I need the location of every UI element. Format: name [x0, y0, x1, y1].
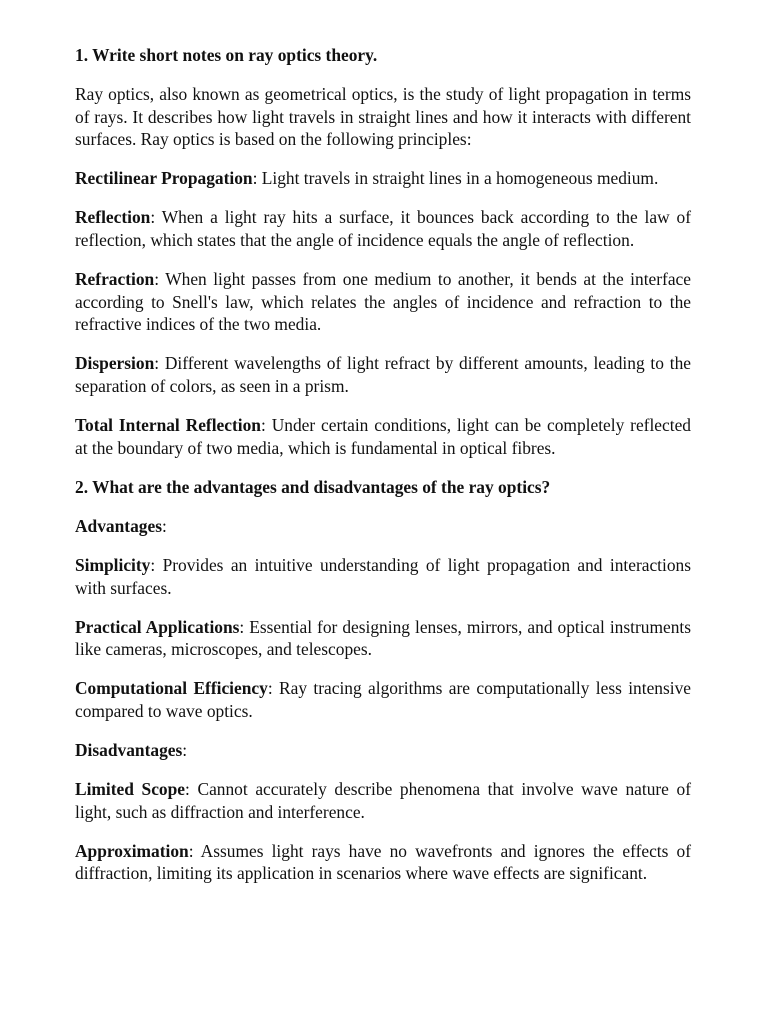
question-1-heading: 1. Write short notes on ray optics theory.	[75, 45, 378, 65]
principle-term: Reflection	[75, 207, 151, 228]
principle-term: Dispersion	[75, 353, 155, 374]
principle-term: Refraction	[75, 269, 155, 290]
question-2-heading: 2. What are the advantages and disadvantages of the ray optics?	[75, 476, 551, 497]
advantage-computational-efficiency	[75, 677, 691, 722]
advantage-term: Practical Applications	[75, 616, 240, 637]
document-page	[75, 44, 691, 902]
principle-description: : Under certain conditions, light can be completely reflected at the boundary of two media, which is fundamental in optical fibres.	[75, 415, 691, 458]
advantages-label: Advantages	[75, 515, 162, 536]
advantage-practical-applications	[75, 616, 691, 661]
disadvantages-label: Disadvantages	[75, 740, 183, 761]
advantage-description: : Ray tracing algorithms are computationally less intensive compared to wave optics.	[75, 678, 691, 721]
advantage-term: Simplicity	[75, 555, 151, 575]
question-1-intro: Ray optics, also known as geometrical optics, is the study of light propagation in terms of rays. It describes how light travels in straight lines and how it interacts with different surfaces. Ray optics is based on the following principles:	[75, 84, 691, 150]
principle-description: : Different wavelengths of light refract by different amounts, leading to the separation of colors, as seen in a prism.	[75, 353, 691, 397]
advantages-heading	[75, 515, 691, 538]
advantage-term: Computational Efficiency	[75, 678, 268, 699]
disadvantage-limited-scope	[75, 778, 691, 823]
principle-description: : When a light ray hits a surface, it bounces back according to the law of reflection, which states that the angle of incidence equals the angle of reflection.	[75, 207, 691, 251]
advantage-description: : Essential for designing lenses, mirrors, and optical instruments like cameras, microscopes, and telescopes.	[75, 616, 692, 660]
principle-description: : Light travels in straight lines in a homogeneous medium.	[252, 168, 659, 189]
principle-dispersion	[75, 352, 691, 397]
principle-total-internal-reflection	[75, 414, 691, 459]
principle-reflection	[75, 206, 691, 251]
advantage-description: : Provides an intuitive understanding of light propagation and interactions with surfaces.	[75, 555, 691, 598]
principle-description: : When light passes from one medium to another, it bends at the interface according to Snell's law, which relates the angles of incidence and refraction to the refractive indices of the two media.	[75, 269, 691, 335]
disadvantages-heading	[75, 739, 691, 762]
principle-rectilinear-propagation	[75, 167, 691, 190]
disadvantage-approximation	[75, 840, 691, 885]
advantages-colon: :	[161, 515, 167, 536]
advantage-simplicity	[75, 554, 691, 599]
principle-refraction	[75, 268, 691, 336]
disadvantage-term: Limited Scope	[75, 779, 186, 800]
disadvantage-description: : Cannot accurately describe phenomena that involve wave nature of light, such as diffraction and interference.	[75, 779, 691, 822]
principle-term: Total Internal Reflection	[75, 415, 261, 436]
principle-term: Rectilinear Propagation	[75, 168, 253, 189]
disadvantage-term: Approximation	[75, 840, 189, 861]
disadvantage-description: : Assumes light rays have no wavefronts and ignores the effects of diffraction, limiting its application in scenarios where wave effects are significant.	[75, 840, 691, 884]
disadvantages-colon: :	[182, 740, 188, 761]
